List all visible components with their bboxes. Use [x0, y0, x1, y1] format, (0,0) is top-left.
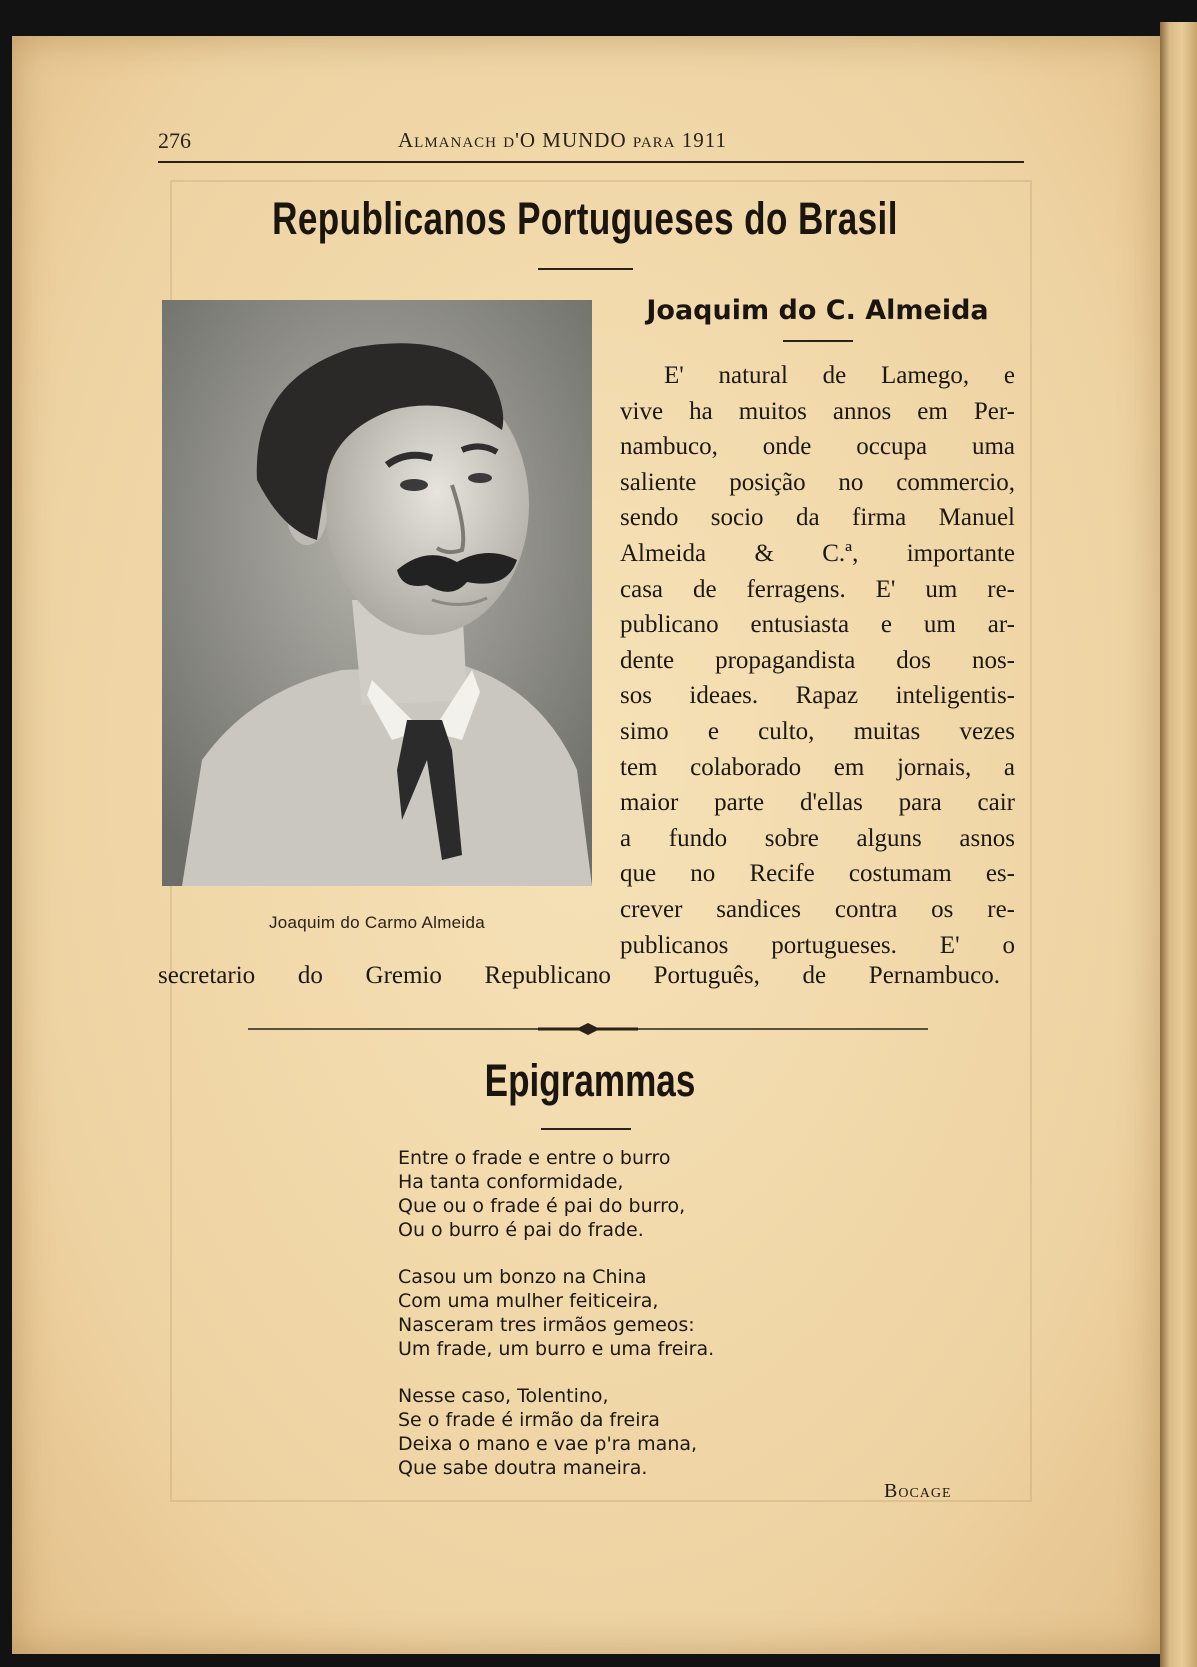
- bio-line: dente propagandista dos nos-: [620, 646, 1015, 674]
- portrait-illustration: [162, 300, 592, 886]
- bio-line: a fundo sobre alguns asnos: [620, 824, 1015, 852]
- bio-line: que no Recife costumam es-: [620, 860, 1015, 888]
- bio-line: publicano entusiasta e um ar-: [620, 611, 1015, 639]
- verse-line: Nesse caso, Tolentino,: [398, 1385, 609, 1407]
- biography-column: [620, 358, 1015, 963]
- verse-line: Com uma mulher feiticeira,: [398, 1290, 659, 1312]
- stanza: [398, 1146, 818, 1242]
- name-rule: [783, 340, 853, 342]
- portrait-photo: [162, 300, 592, 886]
- verse-line: Se o frade é irmão da freira: [398, 1409, 660, 1431]
- verse-line: Que ou o frade é pai do burro,: [398, 1195, 686, 1217]
- bio-line: sos ideaes. Rapaz inteligentis-: [620, 682, 1015, 710]
- bio-line: sendo socio da firma Manuel: [620, 504, 1015, 532]
- bio-line: saliente posição no commercio,: [620, 468, 1015, 496]
- bio-line: Almeida & C.ª, importante: [620, 539, 1015, 567]
- bio-line: vive ha muitos annos em Per-: [620, 397, 1015, 425]
- epigrams-title: Epigrammas: [484, 1055, 696, 1106]
- bio-last-line: secretario do Gremio Republicano Português, de Pernambuco.: [158, 962, 1000, 989]
- verse-line: Ou o burro é pai do frade.: [398, 1219, 644, 1241]
- epigram-author: Bocage: [884, 1480, 952, 1502]
- stanza: [398, 1265, 818, 1361]
- bio-line: tem colaborado em jornais, a: [620, 753, 1015, 781]
- stanza: [398, 1384, 818, 1480]
- header-rule: [158, 161, 1024, 163]
- bio-line: nambuco, onde occupa uma: [620, 433, 1015, 461]
- running-title: Almanach d'O MUNDO para 1911: [398, 128, 727, 152]
- bio-line: publicanos portugueses. E' o: [620, 931, 1015, 959]
- person-name: Joaquim do C. Almeida: [646, 295, 989, 326]
- section-divider-ornament: [248, 1022, 928, 1036]
- article-title: Republicanos Portugueses do Brasil: [272, 193, 898, 244]
- epigrams-title-rule: [541, 1128, 631, 1130]
- bio-line: casa de ferragens. E' um re-: [620, 575, 1015, 603]
- page-number: 276: [158, 128, 191, 153]
- running-head: [158, 128, 1020, 158]
- verse-line: Ha tanta conformidade,: [398, 1171, 624, 1193]
- verse-line: Deixa o mano e vae p'ra mana,: [398, 1433, 698, 1455]
- verse-line: Entre o frade e entre o burro: [398, 1147, 671, 1169]
- next-page-edge: [1160, 22, 1197, 1667]
- verse-line: Que sabe doutra maneira.: [398, 1457, 648, 1479]
- bio-line: crever sandices contra os re-: [620, 895, 1015, 923]
- bio-line: simo e culto, muitas vezes: [620, 717, 1015, 745]
- epigram-poem: [398, 1146, 818, 1503]
- portrait-caption: Joaquim do Carmo Almeida: [268, 913, 486, 932]
- verse-line: Nasceram tres irmãos gemeos:: [398, 1314, 695, 1336]
- bio-line: maior parte d'ellas para cair: [620, 789, 1015, 817]
- bio-line: E' natural de Lamego, e: [664, 362, 1015, 389]
- verse-line: Um frade, um burro e uma freira.: [398, 1338, 715, 1360]
- verse-line: Casou um bonzo na China: [398, 1266, 647, 1288]
- title-rule: [538, 268, 633, 270]
